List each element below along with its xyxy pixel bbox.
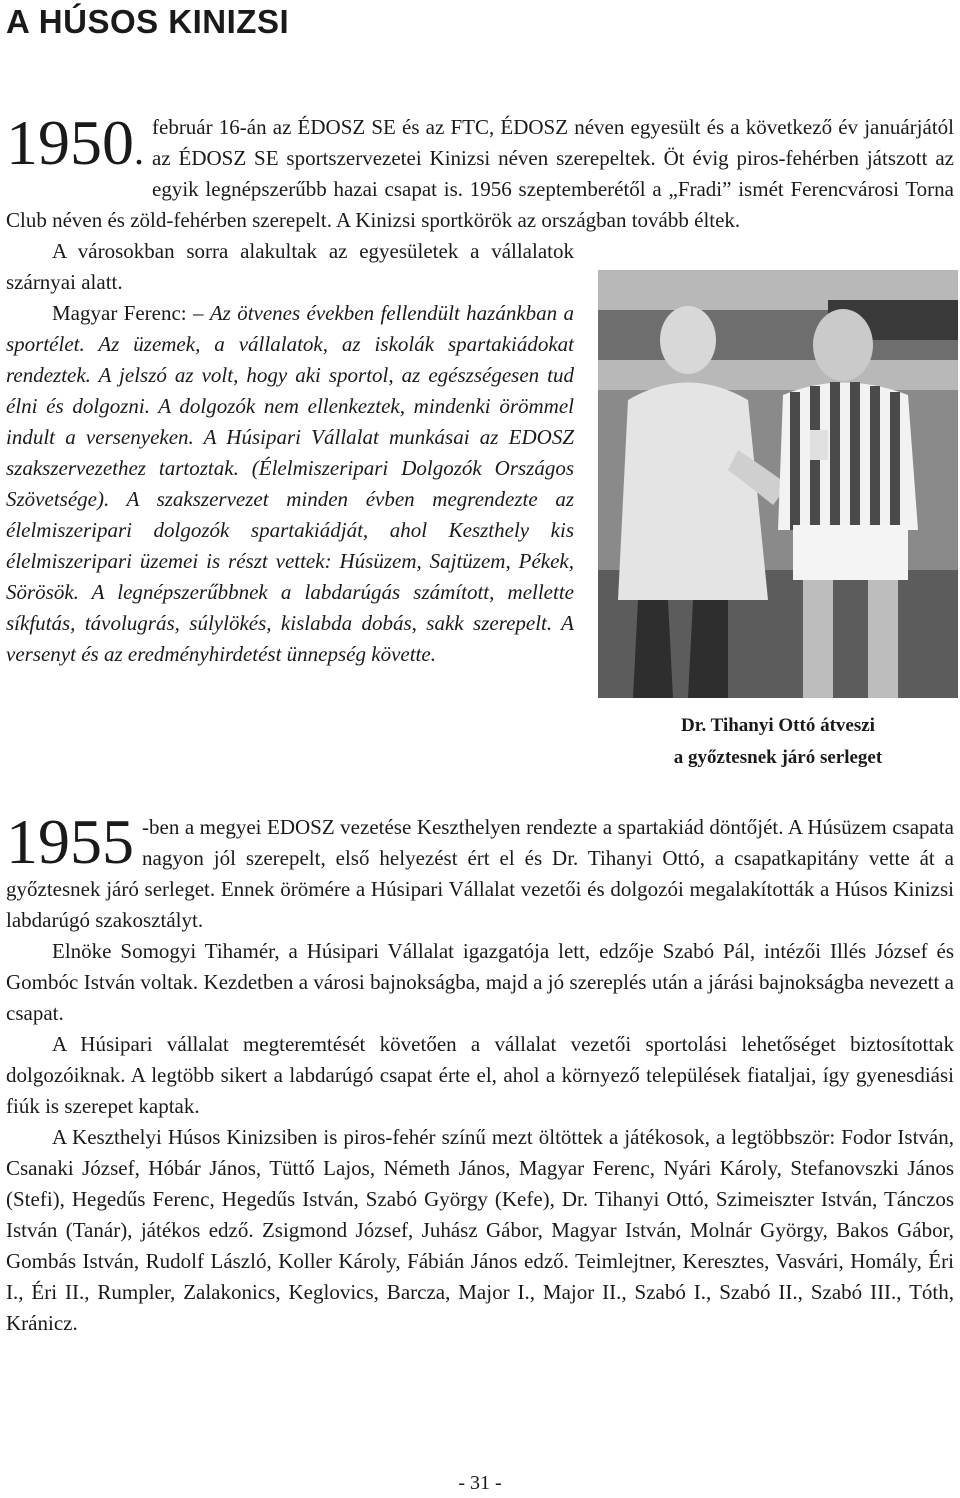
- year-1950: 1950.: [6, 107, 144, 178]
- quote-text: Az ötvenes években fellendült hazánkban a sportélet. Az üzemek, a vállalatok, az iskolák spartakiádokat rendeztek. A jelszó az volt, hogy aki sportol, az egészségesen tud élni és dolgozni. A dolgozók nem ellenkeztek, mindenki örömmel indult a versenyeken. A Húsipari Vállalat munkásai az EDOSZ szakszervezethez tartoztak. (Élelmiszeripari Dolgozók Országos Szövetsége). A szakszervezet minden évben megrendezte az élelmiszeripari dolgozók spartakiádját, ahol Keszthely kis élelmiszeripari üzemei is részt vettek: Húsüzem, Sajtüzem, Pékek, Sörösök. A legnépszerűbbnek a labdarúgás számított, mellette síkfutás, távolugrás, súlylökés, kislabda dobás, sakk szerepelt. A versenyt és az eredményhirdetést ünnepség követte.: [6, 301, 574, 666]
- paragraph-1950-intro: február 16-án az ÉDOSZ SE és az FTC, ÉDOSZ néven egyesült és a következő év januárjától az ÉDOSZ SE sportszervezetei Kinizsi néven szerepeltek. Öt évig piros-fehérben játszott az egyik legnépszerűbb hazai csapat is. 1956 szeptemberétől a „Fradi” ismét Ferencvárosi Torna Club néven és zöld-fehérben szerepelt. A Kinizsi sportkörök az országban tovább éltek.: [6, 115, 954, 232]
- page-title: A HÚSOS KINIZSI: [6, 3, 290, 40]
- caption-line-1: Dr. Tihanyi Ottó átveszi: [681, 715, 875, 736]
- year-1955: 1955: [6, 806, 134, 877]
- paragraph-1955-intro: -ben a megyei EDOSZ vezetése Keszthelyen rendezte a spartakiád döntőjét. A Húsüzem csapata nagyon jól szerepelt, első helyezést ért el és Dr. Tihanyi Ottó, a csapatkapitány vette át a győztesnek járó serleget. Ennek örömére a Húsipari Vállalat vezetői és dolgozói megalakították a Húsos Kinizsi labdarúgó szakosztályt.: [6, 815, 954, 932]
- caption-line-2: a győztesnek járó serleget: [673, 747, 883, 768]
- paragraph-company: A Húsipari vállalat megteremtését követően a vállalat vezetői sportolási lehetőséget biztosítottak dolgozóiknak. A legtöbb sikert a labdarúgó csapat érte el, ahol a környező települések fiataljai, így gyenesdiási fiúk is szerepet kaptak.: [6, 1032, 954, 1118]
- section-1955: [6, 806, 954, 1339]
- paragraph-leadership: Elnöke Somogyi Tihamér, a Húsipari Vállalat igazgatója lett, edzője Szabó Pál, intézői Illés József és Gombóc István voltak. Kezdetben a városi bajnokságba, majd a jó szereplés után a járási bajnokságba nevezett a csapat.: [6, 939, 954, 1025]
- paragraph-cities: A városokban sorra alakultak az egyesületek a vállalatok szárnyai alatt.: [6, 239, 574, 294]
- photo-caption: [598, 710, 958, 774]
- photo-handshake: [598, 270, 958, 698]
- paragraph-players: A Keszthelyi Húsos Kinizsiben is piros-fehér színű mezt öltöttek a játékosok, a legtöbbször: Fodor István, Csanaki József, Hóbár János, Tüttő Lajos, Németh János, Magyar Ferenc, Nyári Károly, Stefanovszki János (Stefi), Hegedűs Ferenc, Hegedűs István, Szabó György (Kefe), Dr. Tihanyi Ottó, Szimeiszter István, Tánczos István (Tanár), játékos edző. Zsigmond József, Juhász Gábor, Magyar István, Molnár György, Bakos Gábor, Gombás István, Rudolf László, Koller Károly, Fábián János edző. Teimlejtner, Keresztes, Vasvári, Homály, Éri I., Éri II., Rumpler, Zalakonics, Keglovics, Barcza, Major I., Major II., Szabó I., Szabó II., Szabó III., Tóth, Kránicz.: [6, 1125, 954, 1335]
- page-number: - 31 -: [458, 1472, 502, 1494]
- quote-lead: Magyar Ferenc: –: [52, 301, 204, 325]
